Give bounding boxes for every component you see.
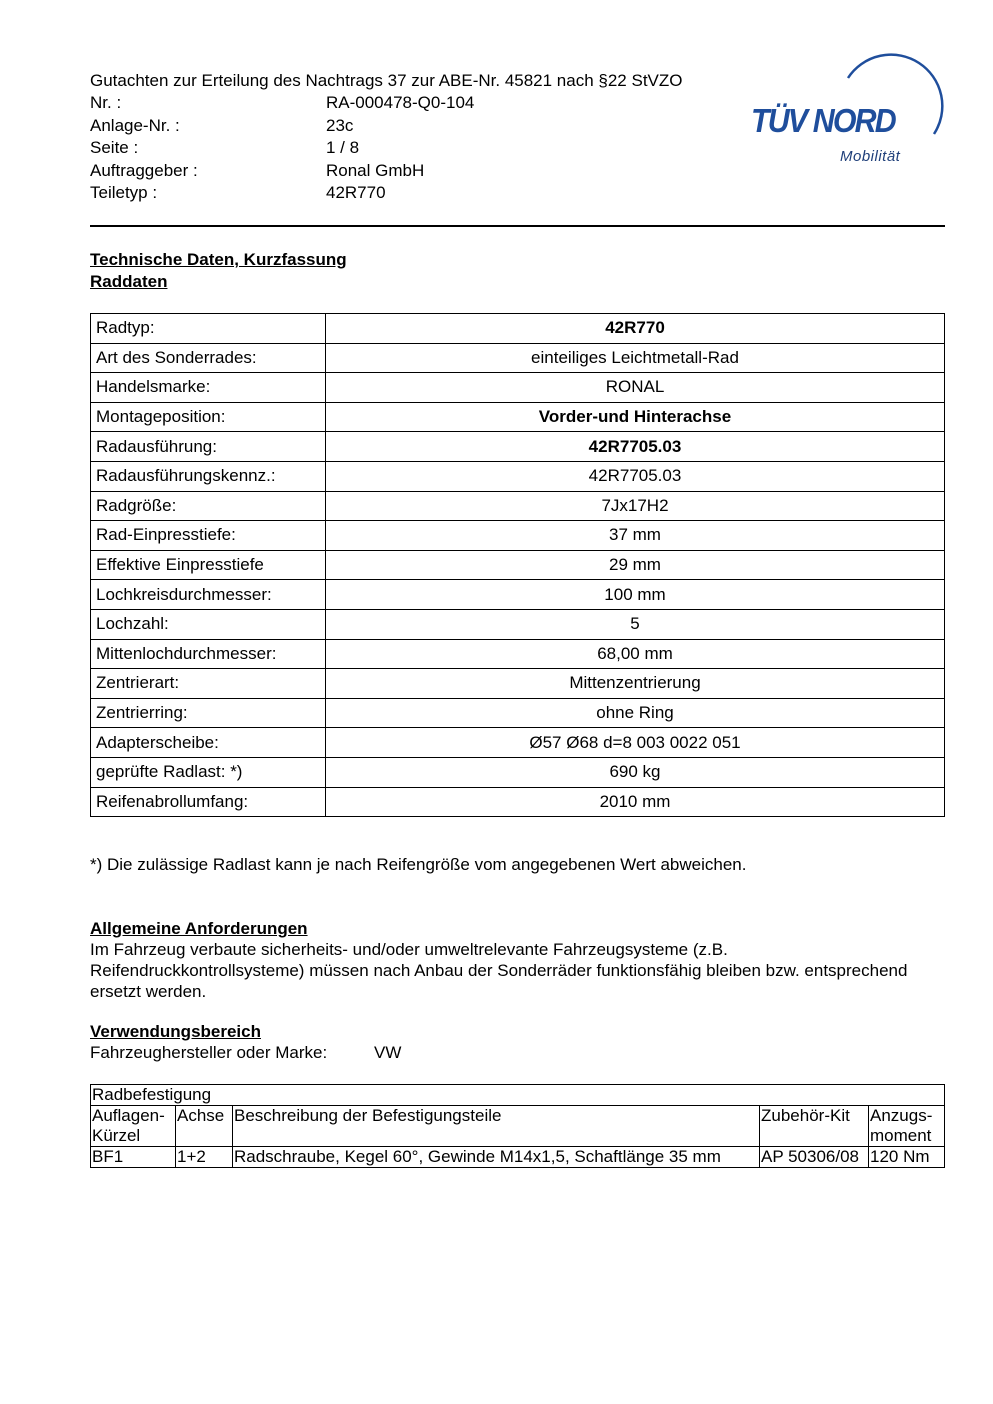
spec-label: Lochkreisdurchmesser: <box>91 580 326 610</box>
header-row-anlage <box>90 115 750 137</box>
table-row <box>91 1147 945 1168</box>
header-value: 1 / 8 <box>326 138 360 158</box>
header-label: Anlage-Nr. : <box>90 115 180 135</box>
table-row <box>91 402 945 432</box>
spec-label: Handelsmarke: <box>91 373 326 403</box>
table-row <box>91 609 945 639</box>
fastening-title-row <box>91 1085 945 1106</box>
header-value: RA-000478-Q0-104 <box>326 93 475 113</box>
header-moment-line2: moment <box>870 1126 932 1145</box>
spec-label: Mittenlochdurchmesser: <box>91 639 326 669</box>
table-row <box>91 343 945 373</box>
header-label: Teiletyp : <box>90 183 158 203</box>
header-achse: Achse <box>176 1106 233 1147</box>
document-title: Gutachten zur Erteilung des Nachtrags 37 zur ABE-Nr. 45821 nach §22 StVZO <box>90 71 683 90</box>
spec-label: Radausführung: <box>91 432 326 462</box>
header-moment <box>869 1106 945 1147</box>
cell-kit: AP 50306/08 <box>760 1147 869 1168</box>
spec-value: RONAL <box>326 373 945 403</box>
table-row <box>91 491 945 521</box>
spec-label: Lochzahl: <box>91 609 326 639</box>
header-divider <box>90 225 945 227</box>
logo-subtitle: Mobilität <box>840 148 901 165</box>
fastening-title: Radbefestigung <box>91 1085 945 1106</box>
header-kit: Zubehör-Kit <box>760 1106 869 1147</box>
spec-value: 37 mm <box>326 521 945 551</box>
section-heading: Technische Daten, Kurzfassung <box>90 250 347 269</box>
document-header <box>90 70 750 204</box>
table-row <box>91 757 945 787</box>
logo-brand: TÜV NORD <box>751 102 895 139</box>
spec-value: 42R770 <box>326 314 945 344</box>
header-value: 42R770 <box>326 183 386 203</box>
spec-value: 5 <box>326 609 945 639</box>
usage-label: Fahrzeughersteller oder Marke: <box>90 1043 328 1062</box>
spec-value: 7Jx17H2 <box>326 491 945 521</box>
table-row <box>91 373 945 403</box>
wheel-data-table <box>90 313 945 817</box>
spec-label: Effektive Einpresstiefe <box>91 550 326 580</box>
fastening-table <box>90 1084 945 1168</box>
spec-label: Reifenabrollumfang: <box>91 787 326 817</box>
spec-label: Rad-Einpresstiefe: <box>91 521 326 551</box>
header-value: 23c <box>326 115 354 135</box>
header-kuerzel-line2: Kürzel <box>92 1126 141 1145</box>
spec-value: Ø57 Ø68 d=8 003 0022 051 <box>326 728 945 758</box>
header-row-seite <box>90 137 750 159</box>
spec-value: 42R7705.03 <box>326 432 945 462</box>
spec-value: 690 kg <box>326 757 945 787</box>
usage-value: VW <box>374 1043 402 1062</box>
header-moment-line1: Anzugs- <box>870 1106 933 1125</box>
spec-value: Mittenzentrierung <box>326 669 945 699</box>
requirements-section <box>90 918 945 1002</box>
header-kuerzel <box>91 1106 176 1147</box>
section-heading-block <box>90 249 347 293</box>
spec-label: Zentrierart: <box>91 669 326 699</box>
spec-label: Radgröße: <box>91 491 326 521</box>
spec-value: 29 mm <box>326 550 945 580</box>
table-row <box>91 639 945 669</box>
spec-value: einteiliges Leichtmetall-Rad <box>326 343 945 373</box>
spec-label: Radtyp: <box>91 314 326 344</box>
cell-beschreibung: Radschraube, Kegel 60°, Gewinde M14x1,5, Schaftlänge 35 mm <box>233 1147 760 1168</box>
header-label: Nr. : <box>90 93 122 113</box>
requirements-heading: Allgemeine Anforderungen <box>90 919 308 938</box>
cell-kuerzel: BF1 <box>91 1147 176 1168</box>
requirements-text: Im Fahrzeug verbaute sicherheits- und/oder umweltrelevante Fahrzeugsysteme (z.B. Reifendruckkontrollsysteme) müssen nach Anbau der Sonderräder funktionsfähig bleiben bzw. entsprechend ersetzt werden. <box>90 940 908 1001</box>
usage-heading: Verwendungsbereich <box>90 1022 261 1041</box>
spec-label: Art des Sonderrades: <box>91 343 326 373</box>
spec-label: geprüfte Radlast: *) <box>91 757 326 787</box>
header-row-auftraggeber <box>90 160 750 182</box>
spec-label: Radausführungskennz.: <box>91 461 326 491</box>
table-row <box>91 550 945 580</box>
table-row <box>91 521 945 551</box>
header-label: Seite : <box>90 138 139 158</box>
header-label: Auftraggeber : <box>90 160 198 180</box>
tuev-nord-logo <box>748 46 948 171</box>
table-row <box>91 432 945 462</box>
table-row <box>91 580 945 610</box>
spec-value: 2010 mm <box>326 787 945 817</box>
spec-value: ohne Ring <box>326 698 945 728</box>
spec-value: 100 mm <box>326 580 945 610</box>
fastening-header-row <box>91 1106 945 1147</box>
header-value: Ronal GmbH <box>326 160 425 180</box>
table-row <box>91 728 945 758</box>
table-row <box>91 669 945 699</box>
header-row-teiletyp <box>90 182 750 204</box>
usage-row <box>90 1042 945 1063</box>
section-subheading: Raddaten <box>90 272 168 291</box>
table-row <box>91 698 945 728</box>
footnote: *) Die zulässige Radlast kann je nach Reifengröße vom angegebenen Wert abweichen. <box>90 855 747 874</box>
spec-value: 42R7705.03 <box>326 461 945 491</box>
header-row-nr <box>90 92 750 114</box>
spec-value: 68,00 mm <box>326 639 945 669</box>
table-row <box>91 787 945 817</box>
spec-value: Vorder-und Hinterachse <box>326 402 945 432</box>
cell-achse: 1+2 <box>176 1147 233 1168</box>
table-row <box>91 314 945 344</box>
spec-label: Zentrierring: <box>91 698 326 728</box>
cell-moment: 120 Nm <box>869 1147 945 1168</box>
header-beschreibung: Beschreibung der Befestigungsteile <box>233 1106 760 1147</box>
spec-label: Adapterscheibe: <box>91 728 326 758</box>
header-kuerzel-line1: Auflagen- <box>92 1106 165 1125</box>
table-row <box>91 461 945 491</box>
usage-section <box>90 1021 945 1063</box>
spec-label: Montageposition: <box>91 402 326 432</box>
